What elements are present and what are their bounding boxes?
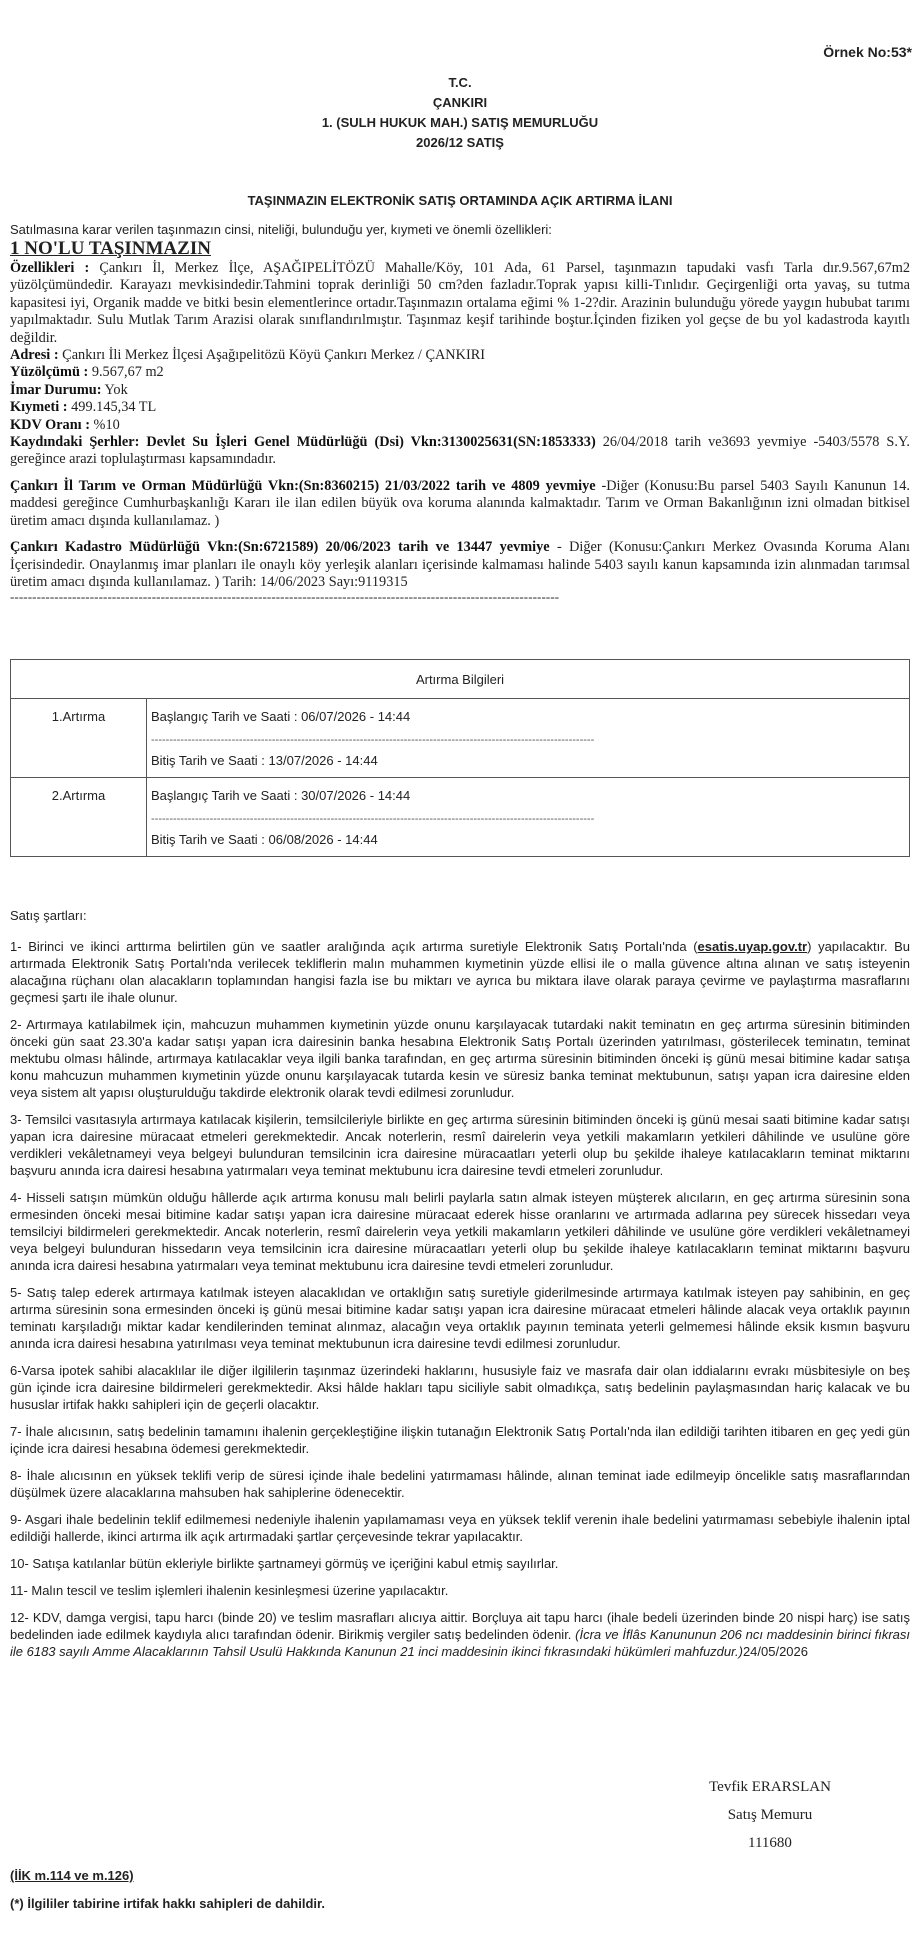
zoning-line	[10, 382, 910, 399]
address-label: Adresi :	[10, 347, 59, 364]
start-label: Başlangıç Tarih ve Saati :	[151, 788, 298, 803]
auction-1-separator: -------------------------------------------------------------------------------------------------------------------------	[151, 734, 595, 746]
legal-reference: (İİK m.114 ve m.126)	[10, 1868, 134, 1883]
auction-1-label: 1.Artırma	[11, 699, 147, 778]
condition-12-text: 12- KDV, damga vergisi, tapu harcı (binde 20) ve teslim masrafları alıcıya aittir. Borçluya ait tapu harcı (ihale bedeli üzerinden binde 20 nispi harç) ise satış bedelinden iade edilmek kaydıyla alıcı tarafından ödenir. Birikmiş vergiler satış bedelinden ödenir.	[10, 1610, 910, 1642]
annotations-label: Kaydındaki Şerhler:	[10, 434, 140, 451]
condition-4: 4- Hisseli satışın mümkün olduğu hâllerde açık artırma konusu malı belirli paylarla satın almak isteyen müşterek alıcıların, en geç artırma süresinin sona ermesinden önceki mesai bitimine kadar satışı yapan icra dairesine müracaat ederek hisse oranlarını ve artırmada adlarına pey sürecek hissedarı veya temsilciyi bildirmeleri gerekmektedir. Ancak noterlerin, resmî dairelerin veya yetkili makamların yetkileri dâhilinde ve usulüne göre verdikleri vekâletnameyi veya belgeyi bulunduran hissedarın veya temsilcinin icra dairesine müracaatları yeterli olup bu şekilde ihaleye katılacakların teminat miktarını başvuru anında icra dairesi hesabına yatırmaları veya teminat mektubunu icra dairesine tevdi etmeleri zorunludur.	[10, 1190, 910, 1273]
annotation-3-authority: Çankırı Kadastro Müdürlüğü Vkn:(Sn:6721589) 20/06/2023 tarih ve 13447 yevmiye	[10, 539, 550, 556]
auction-table-header-row	[11, 660, 910, 699]
zoning-label: İmar Durumu:	[10, 381, 102, 398]
auction-2-separator: -------------------------------------------------------------------------------------------------------------------------	[151, 813, 595, 825]
end-label: Bitiş Tarih ve Saati :	[151, 753, 265, 768]
condition-8: 8- İhale alıcısının en yüksek teklifi verip de süresi içinde ihale bedelini yatırmaması hâlinde, alınan teminat iade edilmeyip öncelikle satış masraflarından düşülmek üzere alacaklarına mahsuben hak sahiplerine ödenecektir.	[10, 1468, 910, 1500]
condition-12	[10, 1609, 910, 1660]
annotation-3	[10, 539, 910, 591]
vat-text: %10	[93, 416, 120, 433]
condition-1	[10, 938, 910, 1006]
start-label: Başlangıç Tarih ve Saati :	[151, 709, 298, 724]
start-value: 06/07/2026 - 14:44	[301, 709, 411, 724]
address-text: Çankırı İli Merkez İlçesi Aşağıpelitözü Köyü Çankırı Merkez / ÇANKIRI	[62, 347, 486, 364]
end-value: 06/08/2026 - 14:44	[268, 832, 378, 847]
condition-3: 3- Temsilci vasıtasıyla artırmaya katılacak kişilerin, temsilcileriyle birlikte en geç artırma süresinin bitiminden önceki iş günü mesai saati bitimine kadar satışı yapan icra dairesine müracaat etmeleri gerekmektedir. Ancak noterlerin, resmî dairelerin veya yetkili makamların yetkileri dâhilinde ve usulüne göre verdikleri vekâletnameyi veya belgeyi bulunduran temsilcinin icra dairesine müracaatları yeterli olup bu şekilde ihaleye katılacakların teminat miktarını başvuru anında icra dairesi hesabına yatırmaları veya teminat mektubunu icra dairesine tevdi etmeleri zorunludur.	[10, 1112, 910, 1178]
header-office: 1. (SULH HUKUK MAH.) SATIŞ MEMURLUĞU	[321, 115, 599, 130]
condition-9: 9- Asgari ihale bedelinin teklif edilmemesi nedeniyle ihalenin yapılamaması veya en yüksek teklif verenin ihale bedelini yatırmaması sebebiyle ihalenin iptal edildiği hallerde, ikinci artırma ilk açık artırmadaki şartlar çerçevesinde tekrar yapılacaktır.	[10, 1512, 910, 1544]
condition-2: 2- Artırmaya katılabilmek için, mahcuzun muhammen kıymetinin yüzde onunu karşılayacak tutardaki nakit teminatın en geç artırma süresinin bitiminden önceki gün saat 23.30'a kadar satışı yapan icra dairesinin banka hesabına Elektronik Satış Portalı üzerinden yatırılması, gösterilecek teminatın, teminat mektubu olması hâlinde, artırmaya katılacaklar veya ilgili banka tarafından, en geç artırma süresinin bitiminden önceki iş günü mesai bitimine kadar satışa konu mahcuzun muhammen kıymetinin yüzde onunu karşılayacak tutarda kesin ve süresiz banka teminat mektubunun, satışı yapan icra dairesine elden veya sistem alt yapısı oluşturulduğu takdirde elektronik olarak tevdi edilmesi zorunludur.	[10, 1017, 910, 1100]
end-value: 13/07/2026 - 14:44	[268, 753, 378, 768]
condition-10: 10- Satışa katılanlar bütün ekleriyle birlikte şartnameyi görmüş ve içeriğini kabul etmiş sayılırlar.	[10, 1556, 559, 1571]
zoning-text: Yok	[104, 381, 128, 398]
annotation-3-text: - Diğer (Konusu:Çankırı Merkez Ovasında Koruma Alanı İçerisindedir. Onaylanmış imar planları ile onaylı köy yerleşik alanları içerisinde kalmaması halinde 5403 sayılı kanun kapsamında izin alınmadan tarımsal üretim amacı dışında kullanılamaz. ) Tarih: 14/06/2023 Sayı:9119315	[10, 539, 910, 590]
annotation-2-text: -Diğer (Konusu:Bu parsel 5403 Sayılı Kanunun 14. maddesi gereğince Cumhurbaşkanlığı Kararı ile ilan edilen büyük ova koruma alanında kalmaktadır. Tarım ve Orman Bakanlığının izni olmadan bitkisel üretim amacı dışında kullanılamaz. )	[10, 477, 910, 529]
section-divider: ----------------------------------------------------------------------------------------------------------------------------	[10, 591, 560, 604]
conditions-title: Satış şartları:	[10, 908, 87, 923]
header-city: ÇANKIRI	[432, 95, 488, 110]
value-label: Kıymeti :	[10, 399, 68, 416]
vat-line	[10, 417, 910, 434]
annotation-2	[10, 478, 910, 530]
auction-2-start	[151, 788, 903, 804]
start-value: 30/07/2026 - 14:44	[301, 788, 411, 803]
signatory-title: Satış Memuru	[727, 1807, 813, 1823]
auction-row-2	[11, 778, 910, 857]
annotation-1-authority: Devlet Su İşleri Genel Müdürlüğü (Dsi) Vkn:3130025631(SN:1853333)	[146, 434, 596, 451]
footnote: (*) İlgililer tabirine irtifak hakkı sahipleri de dahildir.	[10, 1896, 325, 1911]
features-paragraph	[10, 260, 910, 347]
condition-12-legal-note: (İcra ve İflâs Kanununun 206 ncı maddesinin birinci fıkrası ile 6183 sayılı Amme Alacaklarının Tahsil Usulü Hakkında Kanunun 21 inci maddesinin ikinci fıkrasındaki hükümleri mahfuzdur.)	[10, 1627, 910, 1659]
annotation-2-authority: Çankırı İl Tarım ve Orman Müdürlüğü Vkn:(Sn:8360215) 21/03/2022 tarih ve 4809 yevmiye	[10, 477, 596, 494]
value-line	[10, 399, 910, 416]
annotation-1	[10, 434, 910, 469]
auction-row-1	[11, 699, 910, 778]
annotation-1-text: 26/04/2018 tarih ve3693 yevmiye -5403/5578 S.Y. gereğince arazi toplulaştırması kapsamındadır.	[10, 434, 910, 468]
end-label: Bitiş Tarih ve Saati :	[151, 832, 265, 847]
condition-6: 6-Varsa ipotek sahibi alacaklılar ile diğer ilgililerin taşınmaz üzerindeki haklarını, hususiyle faiz ve masrafa dair olan iddialarını evrakı müsbitesiyle on beş gün içinde icra dairesine bildirmeleri gerekmektedir. Aksi hâlde hakları tapu siciliyle sabit olmadıkça, satış bedelinin paylaşmasından hariç kalacak ve bu hususlar irtifak hakkı sahipleri için de geçerli olacaktır.	[10, 1363, 910, 1412]
features-text: Çankırı İl, Merkez İlçe, AŞAĞIPELİTÖZÜ Mahalle/Köy, 101 Ada, 61 Parsel, taşınmazın tapudaki vasfı Tarla dır.9.567,67m2 yüzölçümündedir. Karayazı mevkisindedir.Tahmini toprak derinliği 50 cm?den fazladır.Toprak yapısı killi-Tınlıdır. Geçirgenliği orta yavaş, su tutma kapasitesi iyi, Organik madde ve bitki besin elementlerince ortadır.Taşınmazın ortalama eğimi % 1-2?dir. Arazinin bulunduğu yörede yaygın hububat tarımı yapılmaktadır. Sulu Mutlak Tarım Arazisi olarak sınıflandırılmıştır. Taşınmaz keşif tarihinde boştur.İçinden fiziken yol geçse de bu yol kadastroda kayıtlı değildir.	[10, 260, 911, 346]
signature-block	[660, 1773, 880, 1857]
features-label: Özellikleri :	[10, 260, 90, 276]
vat-label: KDV Oranı :	[10, 416, 90, 433]
condition-5: 5- Satış talep ederek artırmaya katılmak isteyen alacaklıdan ve ortaklığın satış suretiyle giderilmesinde artırmaya katılmak isteyen pay sahibinin, en geç artırma süresinin sona ermesinden önceki iş günü mesai bitimine kadar satışı yapan icra dairesine müracaat etmeleri hâlinde alacak veya ortaklık payının teminatı karşıladığı miktar kadar kendilerinden teminat alınmaz, alacağın veya ortaklık payının teminata yeterli gelmemesi hâlinde eksik kısmın başvuru anında icra dairesi hesabına yatırılması veya teminat mektubunun icra dairesine tevdi edilmesi zorunludur.	[10, 1285, 910, 1351]
auction-1-end	[151, 753, 903, 769]
auction-2-dates	[147, 778, 910, 857]
signatory-name: Tevfik ERARSLAN	[709, 1779, 831, 1795]
auction-table	[10, 659, 910, 857]
sale-conditions	[10, 907, 910, 1670]
area-line	[10, 364, 910, 381]
value-text: 499.145,34 TL	[71, 399, 157, 416]
auction-1-dates	[147, 699, 910, 778]
esatis-link[interactable]: esatis.uyap.gov.tr	[697, 939, 808, 954]
header-tc: T.C.	[448, 75, 472, 90]
notice-title: TAŞINMAZIN ELEKTRONİK SATIŞ ORTAMINDA AÇIK ARTIRMA İLANI	[247, 193, 673, 208]
auction-table-header: Artırma Bilgileri	[11, 660, 910, 699]
signatory-number: 111680	[748, 1835, 792, 1851]
area-text: 9.567,67 m2	[91, 364, 164, 381]
property-section	[10, 222, 910, 603]
header-file-no: 2026/12 SATIŞ	[416, 135, 504, 150]
condition-11: 11- Malın tescil ve teslim işlemleri ihalenin kesinleşmesi üzerine yapılacaktır.	[10, 1583, 449, 1598]
intro-text: Satılmasına karar verilen taşınmazın cinsi, niteliği, bulunduğu yer, kıymeti ve önemli özellikleri:	[10, 222, 552, 237]
form-number: Örnek No:53*	[823, 44, 912, 60]
condition-1-post: ) yapılacaktır. Bu artırmada Elektronik Satış Portalı'nda verilecek tekliflerin malın muhammen kıymetinin yüzde ellisi ile o malla güvence altına alınan ve satış isteyenin alacağına rüçhanı olan alacakların toplamından hangisi fazla ise bu miktarı ve ayrıca bu miktara ilave olarak paraya çevirme ve paylaştırma masraflarını geçmesi şartı ile ihale olunur.	[10, 939, 910, 1005]
parcel-title: 1 NO'LU TAŞINMAZIN	[10, 238, 211, 259]
condition-1-pre: 1- Birinci ve ikinci arttırma belirtilen gün ve saatler aralığında açık artırma suretiyle Elektronik Satış Portalı'nda (	[10, 939, 698, 954]
auction-2-label: 2.Artırma	[11, 778, 147, 857]
condition-7: 7- İhale alıcısının, satış bedelinin tamamını ihalenin gerçekleştiğine ilişkin tutanağın Elektronik Satış Portalı'nda ilan edildiği tarihten itibaren en geç yedi gün içinde icra dairesi hesabına ödemesi gerekmektedir.	[10, 1424, 910, 1456]
auction-1-start	[151, 709, 903, 725]
auction-2-end	[151, 832, 903, 848]
area-label: Yüzölçümü :	[10, 364, 89, 381]
address-line	[10, 347, 910, 364]
condition-12-date: 24/05/2026	[742, 1644, 809, 1659]
